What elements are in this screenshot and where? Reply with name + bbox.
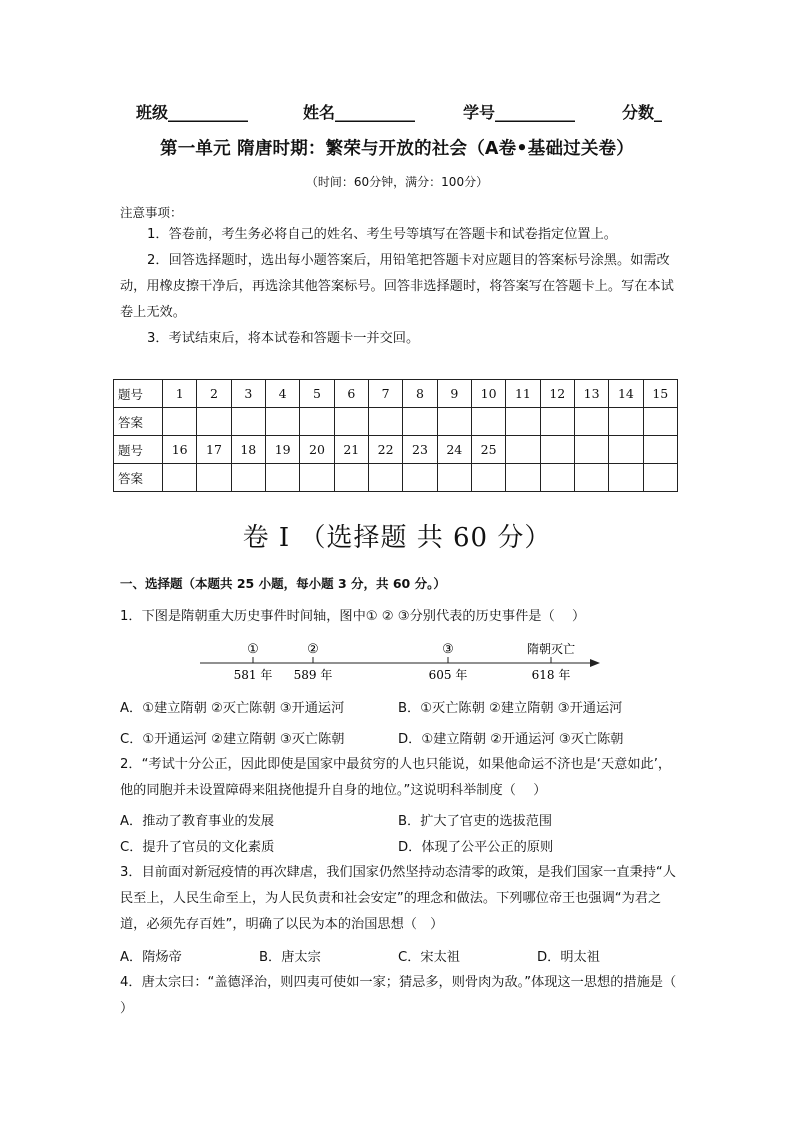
answer-cell[interactable]	[403, 464, 437, 492]
question-3-stem: 3．目前面对新冠疫情的再次肆虐，我们国家仍然坚持动态清零的政策，是我们国家一直秉持“人民至上，人民生命至上，为人民负责和社会安定”的理念和做法。下列哪位帝王也强调“为君之道，必须先存百姓”，明确了以民为本的治国思想（ ）	[120, 865, 676, 932]
question-number-cell: 19	[265, 436, 299, 464]
question-3-option-a[interactable]: A．隋炀帝	[120, 950, 182, 965]
question-2-option-b[interactable]: B．扩大了官吏的选拔范围	[398, 814, 553, 829]
answer-cell[interactable]	[471, 464, 505, 492]
table-row	[114, 464, 678, 492]
question-number-cell: 3	[231, 380, 265, 408]
timeline-marker: ③	[442, 642, 454, 657]
answer-cell[interactable]	[574, 464, 608, 492]
answer-cell[interactable]	[540, 464, 574, 492]
question-number-cell	[506, 436, 540, 464]
answer-cell[interactable]	[471, 408, 505, 436]
question-2-stem: 2．“考试十分公正，因此即使是国家中最贫穷的人也只能说，如果他命运不济也是‘天意如此’，他的同胞并未设置障碍来阻挠他提升自身的地位。”这说明科举制度（ ）	[120, 757, 672, 798]
exam-subtitle: （时间：60分钟，满分：100分）	[305, 175, 489, 189]
question-1-option-b[interactable]: B．①灭亡陈朝 ②建立隋朝 ③开通运河	[398, 701, 623, 716]
question-number-cell: 4	[265, 380, 299, 408]
student-id-field-label: 学号__________	[463, 103, 576, 122]
timeline-year: 581 年	[233, 668, 273, 682]
note-item: 2．回答选择题时，选出每小题答案后，用铅笔把答题卡对应题目的答案标号涂黑。如需改动，用橡皮擦干净后，再选涂其他答案标号。回答非选择题时，将答案写在答题卡上。写在本试卷上无效。	[120, 253, 674, 320]
question-number-cell: 7	[368, 380, 402, 408]
answer-cell[interactable]	[163, 408, 197, 436]
answer-cell[interactable]	[163, 464, 197, 492]
answer-cell[interactable]	[300, 464, 334, 492]
question-number-cell: 9	[437, 380, 471, 408]
question-1-option-a[interactable]: A．①建立隋朝 ②灭亡陈朝 ③开通运河	[120, 701, 345, 716]
score-field-label: 分数_	[622, 103, 663, 122]
question-number-cell	[574, 436, 608, 464]
answer-cell[interactable]	[197, 408, 231, 436]
answer-cell[interactable]	[609, 464, 643, 492]
table-row	[114, 380, 678, 408]
answer-cell[interactable]	[643, 464, 677, 492]
answer-cell[interactable]	[231, 408, 265, 436]
question-number-cell	[609, 436, 643, 464]
question-number-cell: 12	[540, 380, 574, 408]
table-row	[114, 408, 678, 436]
answer-cell[interactable]	[437, 408, 471, 436]
question-2-option-a[interactable]: A．推动了教育事业的发展	[120, 814, 275, 829]
name-field-label: 姓名__________	[303, 103, 416, 122]
answer-cell[interactable]	[643, 408, 677, 436]
question-number-cell: 25	[471, 436, 505, 464]
question-number-cell: 21	[334, 436, 368, 464]
question-1-stem: 1．下图是隋朝重大历史事件时间轴，图中① ② ③分别代表的历史事件是（ ）	[120, 609, 586, 624]
question-number-cell: 2	[197, 380, 231, 408]
timeline-marker: ②	[307, 642, 319, 657]
question-number-cell: 22	[368, 436, 402, 464]
question-number-cell: 24	[437, 436, 471, 464]
answer-cell[interactable]	[506, 464, 540, 492]
question-3-option-b[interactable]: B．唐太宗	[259, 950, 321, 965]
question-number-cell: 15	[643, 380, 677, 408]
timeline-year: 618 年	[531, 668, 571, 682]
question-4-stem: 4．唐太宗曰：“盖德泽治，则四夷可使如一家；猜忌多，则骨肉为敌。”体现这一思想的措施是（ ）	[120, 975, 677, 1016]
notes-heading: 注意事项：	[120, 205, 183, 220]
question-2-option-c[interactable]: C．提升了官员的文化素质	[120, 840, 275, 855]
question-number-cell: 17	[197, 436, 231, 464]
answer-cell[interactable]	[334, 464, 368, 492]
timeline-marker: 隋朝灭亡	[526, 642, 576, 656]
class-field-label: 班级__________	[136, 103, 249, 122]
question-1-option-c[interactable]: C．①开通运河 ②建立隋朝 ③灭亡陈朝	[120, 732, 345, 747]
question-number-cell: 16	[163, 436, 197, 464]
answer-cell[interactable]	[506, 408, 540, 436]
question-number-cell: 8	[403, 380, 437, 408]
section-heading: 一、选择题（本题共 25 小题，每小题 3 分，共 60 分。）	[120, 576, 446, 591]
answer-cell[interactable]	[540, 408, 574, 436]
answer-cell[interactable]	[265, 408, 299, 436]
question-number-cell	[540, 436, 574, 464]
answer-cell[interactable]	[334, 408, 368, 436]
question-1-option-d[interactable]: D．①建立隋朝 ②开通运河 ③灭亡陈朝	[398, 732, 624, 747]
note-item: 3．考试结束后，将本试卷和答题卡一并交回。	[147, 331, 420, 346]
answer-cell[interactable]	[231, 464, 265, 492]
timeline-marker: ①	[247, 642, 259, 657]
answer-cell[interactable]	[300, 408, 334, 436]
question-number-cell: 20	[300, 436, 334, 464]
row-label: 答案	[114, 408, 163, 436]
row-label: 答案	[114, 464, 163, 492]
row-label: 题号	[114, 380, 163, 408]
question-number-cell: 5	[300, 380, 334, 408]
question-3-option-c[interactable]: C．宋太祖	[398, 950, 460, 965]
question-number-cell: 23	[403, 436, 437, 464]
question-number-cell: 1	[163, 380, 197, 408]
answer-cell[interactable]	[368, 464, 402, 492]
answer-cell[interactable]	[574, 408, 608, 436]
question-2-option-d[interactable]: D．体现了公平公正的原则	[398, 840, 554, 855]
question-number-cell	[643, 436, 677, 464]
timeline-arrowhead	[590, 659, 600, 667]
question-number-cell: 11	[506, 380, 540, 408]
timeline-year: 605 年	[428, 668, 468, 682]
answer-cell[interactable]	[265, 464, 299, 492]
answer-cell[interactable]	[609, 408, 643, 436]
question-3-option-d[interactable]: D．明太祖	[537, 950, 600, 965]
timeline-year: 589 年	[293, 668, 333, 682]
note-item: 1．答卷前，考生务必将自己的姓名、考生号等填写在答题卡和试卷指定位置上。	[147, 227, 617, 242]
answer-cell[interactable]	[403, 408, 437, 436]
answer-grid	[113, 379, 678, 492]
question-number-cell: 13	[574, 380, 608, 408]
row-label: 题号	[114, 436, 163, 464]
answer-cell[interactable]	[437, 464, 471, 492]
table-row	[114, 436, 678, 464]
question-number-cell: 6	[334, 380, 368, 408]
sui-dynasty-timeline	[195, 638, 605, 686]
question-number-cell: 14	[609, 380, 643, 408]
exam-title: 第一单元 隋唐时期：繁荣与开放的社会（A卷•基础过关卷）	[160, 139, 634, 159]
answer-cell[interactable]	[197, 464, 231, 492]
volume-title: 卷 I （选择题 共 60 分）	[242, 523, 552, 553]
question-number-cell: 18	[231, 436, 265, 464]
answer-cell[interactable]	[368, 408, 402, 436]
question-number-cell: 10	[471, 380, 505, 408]
